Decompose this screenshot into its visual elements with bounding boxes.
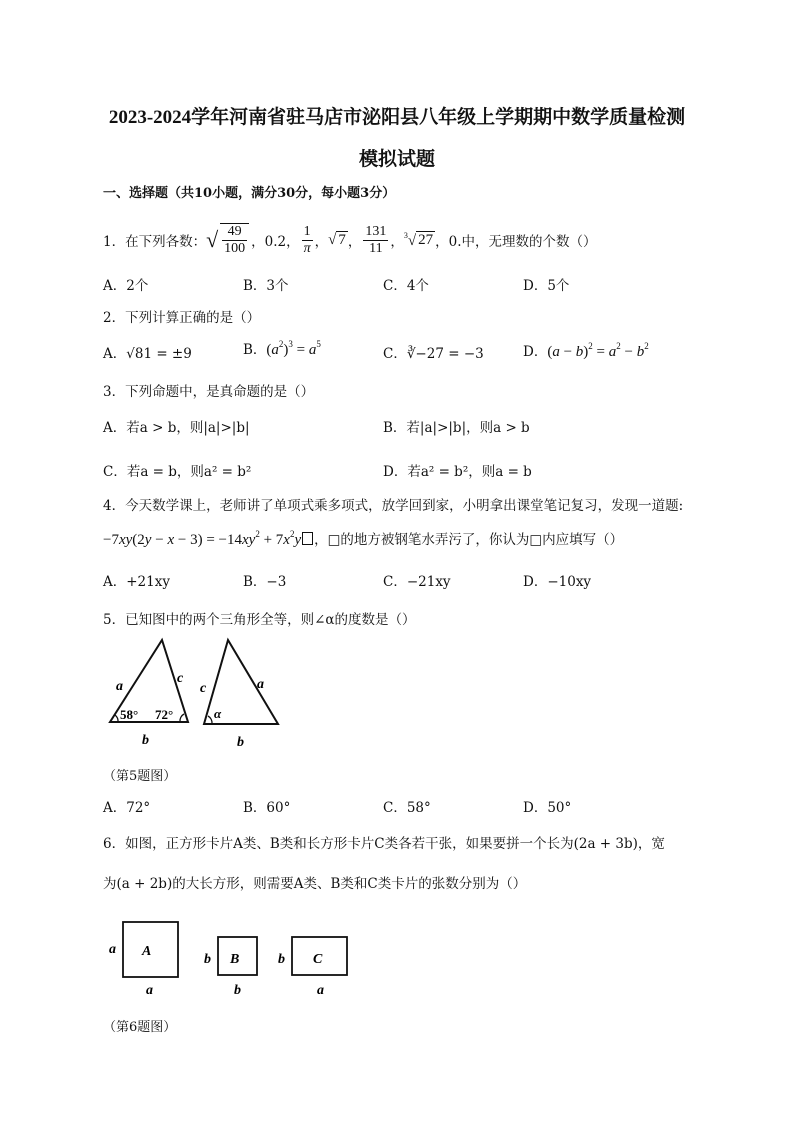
card-b-label: B [230, 952, 240, 967]
value-0-2: ，0.2， [251, 234, 300, 250]
card-b-side-left: b [204, 952, 211, 967]
card-a-side-left: a [109, 942, 116, 957]
t1-side-a: a [116, 679, 123, 694]
q1-option-c[interactable]: C．4个 [383, 278, 429, 294]
cube-root-sign: $^3$√ [403, 230, 417, 249]
q2-option-d[interactable] [523, 340, 649, 361]
q2-stem: 2．下列计算正确的是（） [103, 310, 261, 326]
q5-option-b[interactable]: B．60° [243, 800, 291, 816]
fraction-49-100 [220, 223, 249, 257]
t1-side-c: c [177, 671, 184, 686]
q5-caption: （第5题图） [103, 769, 177, 784]
denominator: π [303, 240, 311, 256]
q3-option-b[interactable]: B．若|a|>|b|，则a > b [383, 420, 530, 436]
card-c-side-left: b [278, 952, 285, 967]
q2-option-b[interactable] [243, 338, 321, 359]
q5-option-d[interactable]: D．50° [523, 800, 572, 816]
angle-arc-72 [180, 714, 184, 722]
angle-arc-58 [115, 715, 118, 722]
q1-option-a[interactable]: A．2个 [103, 278, 149, 294]
q3-option-d[interactable]: D．若a² = b²，则a = b [383, 464, 532, 480]
q3-stem: 3．下列命题中，是真命题的是（） [103, 384, 315, 400]
q6-cards-figure [100, 910, 370, 1000]
q5-triangle-figure [100, 630, 300, 755]
card-a-side-bottom: a [146, 983, 153, 998]
q1-option-b[interactable]: B．3个 [243, 278, 289, 294]
q4-option-c[interactable]: C．−21xy [383, 574, 451, 590]
q2-option-c[interactable]: C．∛−27 = −3 [383, 346, 484, 362]
q4-option-a[interactable]: A．+21xy [103, 574, 170, 590]
card-a-label: A [142, 944, 152, 959]
section-header: 一、选择题（共10小题，满分30分，每小题3分） [103, 186, 396, 201]
cbrt-27: 27 [418, 232, 434, 248]
numerator: 1 [302, 224, 313, 241]
q1-number: 1．在下列各数： [103, 234, 207, 250]
numerator: 49 [222, 224, 247, 241]
fraction-131-11 [363, 224, 388, 257]
t1-angle-72: 72° [155, 707, 174, 722]
option-d-math: $(a - b)^2 = a^2 - b^2$ [547, 341, 649, 360]
t2-side-a: a [257, 677, 264, 692]
q4-stem: 4．今天数学课上，老师讲了单项式乘多项式，放学回到家，小明拿出课堂笔记复习，发现一道题: [103, 498, 684, 514]
q3-option-a[interactable]: A．若a > b，则|a|>|b| [103, 420, 250, 436]
q4-equation-tail: ，□的地方被钢笔水弄污了，你认为□内应填写（） [314, 532, 624, 548]
t2-angle-alpha: α [214, 706, 222, 721]
card-c-side-bottom: a [317, 983, 324, 998]
q3-option-c[interactable]: C．若a = b，则a² = b² [103, 464, 252, 480]
blank-box [302, 532, 313, 545]
card-c-label: C [313, 952, 323, 967]
numerator: 131 [365, 223, 387, 239]
q6-caption: （第6题图） [103, 1020, 177, 1035]
angle-arc-alpha [208, 716, 212, 724]
denominator: 100 [224, 241, 246, 256]
q4-option-b[interactable]: B．−3 [243, 574, 287, 590]
option-label: B． [243, 342, 267, 358]
q4-equation-line [103, 528, 623, 549]
exam-subtitle: 模拟试题 [358, 149, 435, 170]
denominator: 11 [369, 240, 383, 256]
question-1: 1．在下列各数： √ $\frac{49}{100}$ ，0.2， $\frac{1}{\pi}$ ， √ 7 ， $\frac{131}{11}$ ， $^3$√ 27 ，0.中，无理数的个数（） [103, 223, 597, 256]
sqrt-sign: √ [206, 227, 219, 252]
q5-stem: 5．已知图中的两个三角形全等，则∠α的度数是（） [103, 612, 416, 628]
q1-option-d[interactable]: D．5个 [523, 278, 570, 294]
option-label: D． [523, 344, 548, 360]
sqrt-sign: √ [328, 231, 337, 248]
t1-angle-58: 58° [120, 707, 139, 722]
q6-line2: 为(a + 2b)的大长方形，则需要A类、B类和C类卡片的张数分别为（） [103, 876, 527, 892]
t1-side-b: b [142, 733, 149, 748]
q4-equation: $-7xy(2y - x - 3) = -14xy^2 + 7x^2y$ [103, 532, 314, 548]
q1-tail: ，0.中，无理数的个数（） [435, 234, 597, 250]
q5-option-c[interactable]: C．58° [383, 800, 431, 816]
t2-side-b: b [237, 735, 244, 750]
card-b-side-bottom: b [234, 983, 241, 998]
q4-option-d[interactable]: D．−10xy [523, 574, 592, 590]
t2-side-c: c [200, 681, 207, 696]
fraction-1-pi [302, 224, 313, 257]
q2-option-a[interactable]: A．√81 = ±9 [103, 346, 192, 362]
q6-line1: 6．如图，正方形卡片A类、B类和长方形卡片C类各若干张，如果要拼一个长为(2a + 3b)，宽 [103, 836, 665, 852]
option-b-math: $(a^2)^3 = a^5$ [266, 339, 321, 358]
sqrt-7: 7 [338, 232, 346, 248]
q5-option-a[interactable]: A．72° [103, 800, 151, 816]
exam-title: 2023-2024学年河南省驻马店市泌阳县八年级上学期期中数学质量检测 [108, 107, 686, 128]
